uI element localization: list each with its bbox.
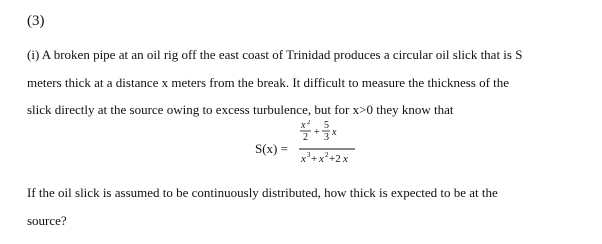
svg-text:+2: +2 xyxy=(329,153,341,165)
svg-text:x: x xyxy=(301,120,306,131)
svg-text:5: 5 xyxy=(324,120,329,131)
svg-text:3: 3 xyxy=(324,132,329,143)
svg-text:2: 2 xyxy=(325,151,329,159)
formula-numerator xyxy=(300,120,337,143)
problem-number: (3) xyxy=(27,13,45,29)
formula-graphic xyxy=(255,120,375,176)
svg-text:x: x xyxy=(332,127,337,138)
paragraph-line-3: slick directly at the source owing to excess turbulence, but for x>0 they know that xyxy=(27,102,454,117)
svg-text:2: 2 xyxy=(307,120,311,126)
svg-text:2: 2 xyxy=(303,132,308,143)
svg-text:+: + xyxy=(311,153,318,165)
thickness-formula xyxy=(255,120,375,176)
formula-lhs: S(x) = xyxy=(255,141,288,156)
question-line-1: If the oil slick is assumed to be continuously distributed, how thick is expected to be at the xyxy=(27,185,498,200)
svg-text:+: + xyxy=(314,127,320,138)
svg-text:x: x xyxy=(343,153,348,165)
paragraph-line-1: (i) A broken pipe at an oil rig off the east coast of Trinidad produces a circular oil slick that is S xyxy=(27,47,523,62)
paragraph-line-2: meters thick at a distance x meters from the break. It difficult to measure the thickness of the xyxy=(27,75,510,90)
svg-text:x: x xyxy=(301,153,306,165)
question-line-2: source? xyxy=(27,213,67,228)
svg-text:3: 3 xyxy=(307,151,311,159)
formula-denominator xyxy=(300,151,348,165)
svg-text:x: x xyxy=(319,153,324,165)
